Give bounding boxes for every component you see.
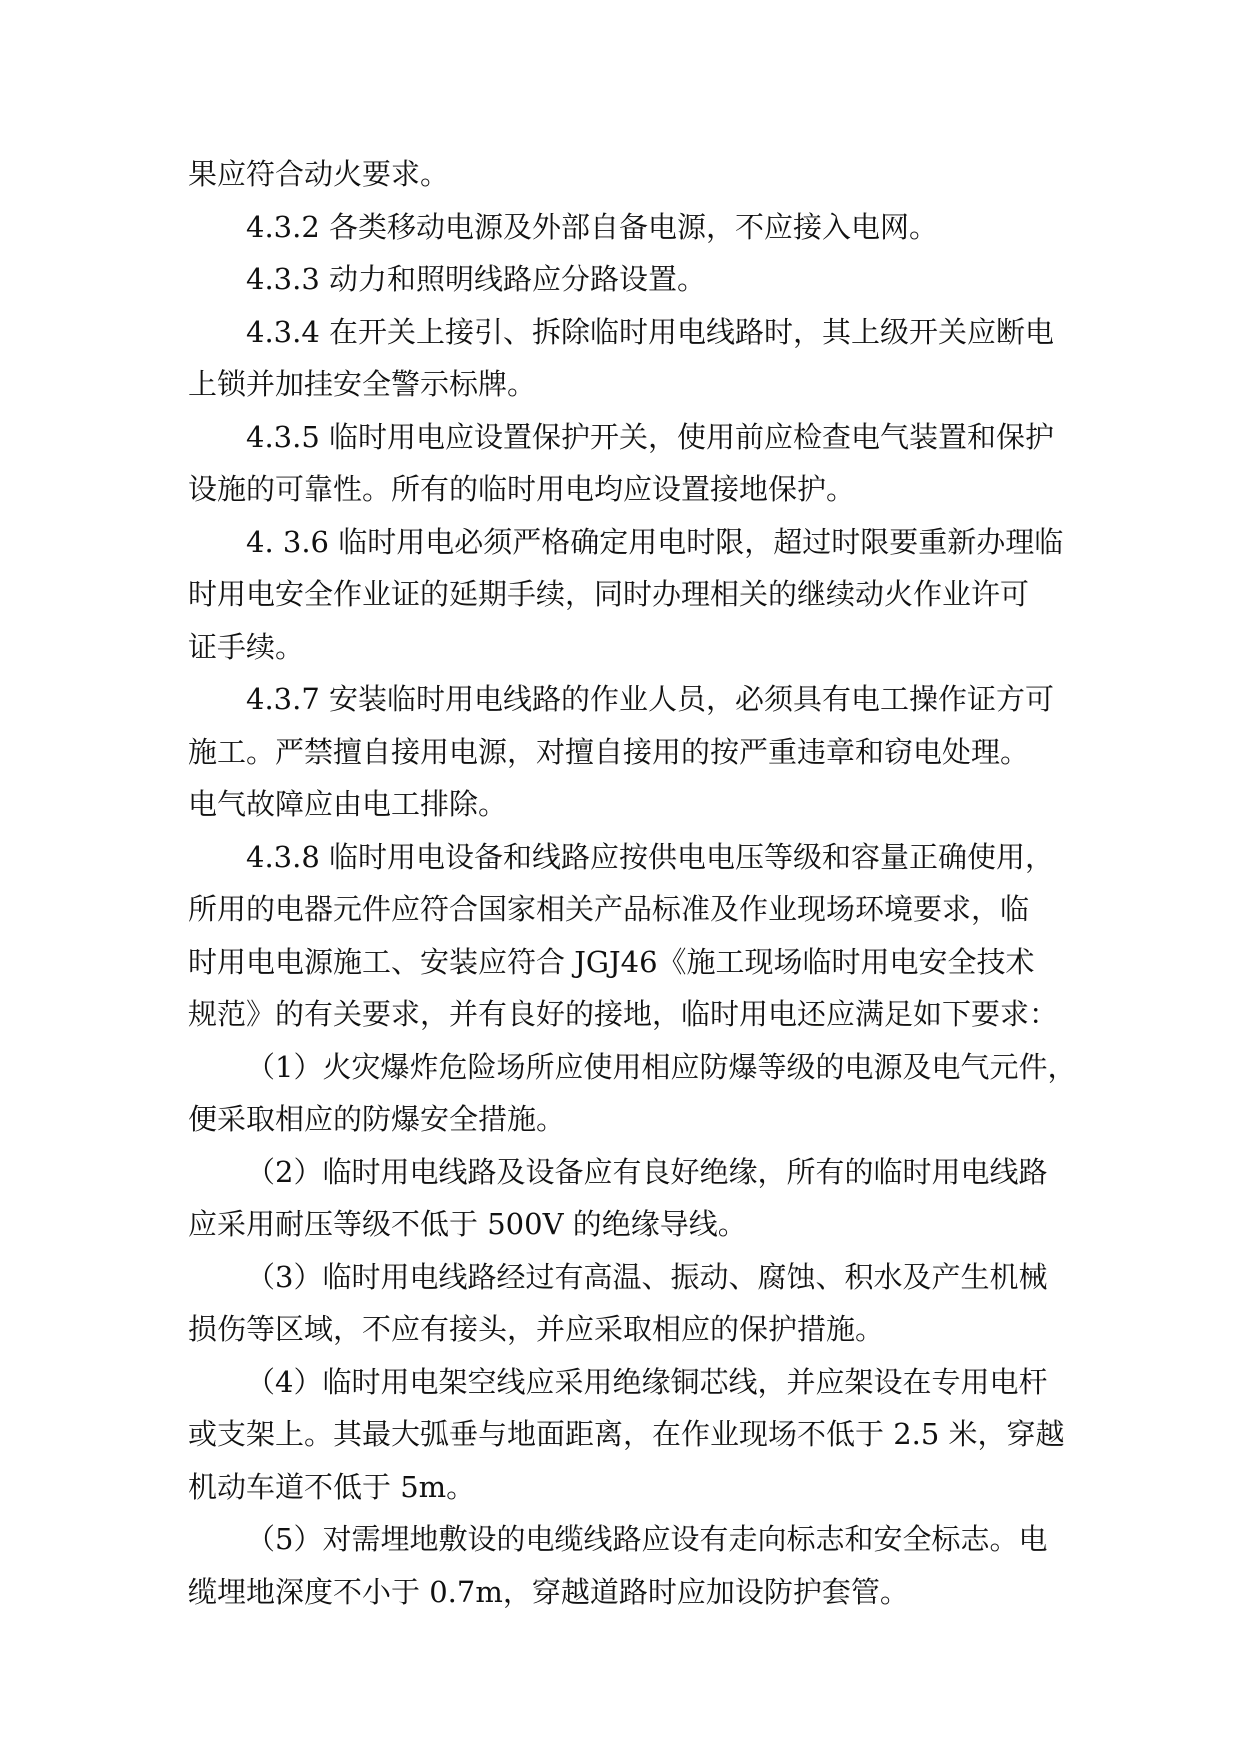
text-line: 时用电安全作业证的延期手续，同时办理相关的继续动火作业许可: [188, 577, 1030, 611]
paragraph-item-3: [188, 1251, 1056, 1356]
text-line: 4. 3.6 临时用电必须严格确定用电时限，超过时限要重新办理临: [246, 524, 1064, 559]
text-line: 规范》的有关要求，并有良好的接地，临时用电还应满足如下要求：: [188, 997, 1059, 1031]
text-line: 证手续。: [188, 629, 305, 664]
text-line: 4.3.2 各类移动电源及外部自备电源，不应接入电网。: [246, 209, 939, 244]
text-line: （3）临时用电线路经过有高温、振动、腐蚀、积水及产生机械: [246, 1259, 1048, 1294]
text-line: （2）临时用电线路及设备应有良好绝缘，所有的临时用电线路: [246, 1154, 1048, 1189]
text-line: 4.3.3 动力和照明线路应分路设置。: [246, 262, 707, 296]
text-line: 应采用耐压等级不低于 500V 的绝缘导线。: [188, 1207, 747, 1241]
text-line: 损伤等区域，不应有接头，并应采取相应的保护措施。: [188, 1312, 885, 1346]
paragraph-4-3-6: [188, 516, 1064, 674]
paragraph-4-3-3: [188, 253, 1056, 306]
paragraph-4-3-8: [188, 831, 1059, 1041]
text-line: 时用电电源施工、安装应符合 JGJ46《施工现场临时用电安全技术: [188, 944, 1035, 979]
paragraph-item-1: [188, 1041, 1077, 1146]
text-line: 4.3.4 在开关上接引、拆除临时用电线路时，其上级开关应断电: [246, 314, 1055, 349]
text-line: 设施的可靠性。所有的临时用电均应设置接地保护。: [188, 472, 856, 506]
text-line: （1）火灾爆炸危险场所应使用相应防爆等级的电源及电气元件，: [246, 1049, 1077, 1084]
text-line: 4.3.7 安装临时用电线路的作业人员，必须具有电工操作证方可: [246, 682, 1055, 716]
paragraph-4-3-2: [188, 201, 1056, 254]
paragraph-p0: [188, 148, 1056, 201]
text-line: 施工。严禁擅自接用电源，对擅自接用的按严重违章和窃电处理。: [188, 734, 1030, 769]
text-line: 4.3.8 临时用电设备和线路应按供电电压等级和容量正确使用，: [246, 839, 1055, 874]
text-line: （4）临时用电架空线应采用绝缘铜芯线，并应架设在专用电杆: [246, 1364, 1048, 1399]
text-line: 果应符合动火要求。: [188, 157, 450, 191]
text-line: 上锁并加挂安全警示标牌。: [188, 367, 537, 401]
paragraph-4-3-4: [188, 306, 1056, 411]
paragraph-item-2: [188, 1146, 1056, 1251]
paragraph-4-3-5: [188, 411, 1056, 516]
text-line: 缆埋地深度不小于 0.7m，穿越道路时应加设防护套管。: [188, 1574, 909, 1609]
text-line: 电气故障应由电工排除。: [188, 787, 508, 821]
paragraph-4-3-7: [188, 673, 1056, 831]
text-line: 便采取相应的防爆安全措施。: [188, 1102, 566, 1136]
document-body: [188, 148, 1077, 1618]
text-line: 机动车道不低于 5m。: [188, 1469, 476, 1504]
text-line: 4.3.5 临时用电应设置保护开关，使用前应检查电气装置和保护: [246, 419, 1055, 454]
text-line: （5）对需埋地敷设的电缆线路应设有走向标志和安全标志。电: [246, 1522, 1048, 1556]
paragraph-item-4: [188, 1356, 1065, 1514]
paragraph-item-5: [188, 1513, 1056, 1618]
text-line: 所用的电器元件应符合国家相关产品标准及作业现场环境要求，临: [188, 892, 1030, 926]
text-line: 或支架上。其最大弧垂与地面距离，在作业现场不低于 2.5 米，穿越: [188, 1417, 1065, 1451]
